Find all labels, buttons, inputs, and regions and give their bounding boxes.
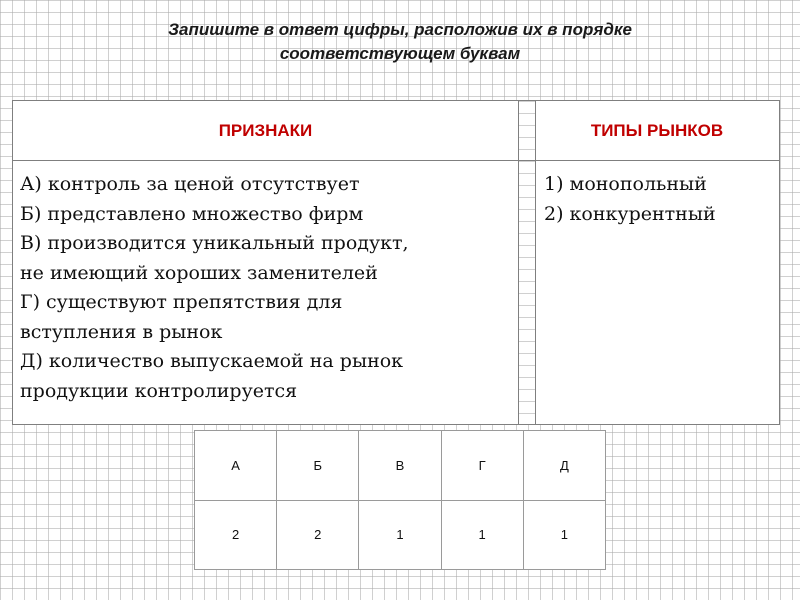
header-market-types: ТИПЫ РЫНКОВ [590,121,724,140]
task-instruction [40,18,760,66]
header-features: ПРИЗНАКИ [218,121,313,140]
matching-table [12,100,780,425]
task-instruction-line-2: соответствующем буквам [279,44,521,63]
answer-letter-v: В [359,431,441,501]
features-list [20,170,515,406]
column-divider [518,101,536,424]
answer-digit-a: 2 [195,500,277,570]
answer-letter-d: Д [523,431,605,501]
feature-d-line-2: продукции контролируется [20,379,298,402]
answer-letters-row [195,431,606,501]
answer-letter-a: А [195,431,277,501]
market-type-2: 2) конкурентный [544,202,716,225]
answer-letter-g: Г [441,431,523,501]
answer-digit-b: 2 [277,500,359,570]
answer-table [194,430,606,570]
task-instruction-line-1: Запишите в ответ цифры, расположив их в порядке [168,20,632,39]
feature-b-line: Б) представлено множество фирм [20,202,364,225]
feature-g-line-1: Г) существуют препятствия для [20,291,343,313]
answer-digit-d: 1 [523,500,605,570]
answer-letter-b: Б [277,431,359,501]
feature-d-line-1: Д) количество выпускаемой на рынок [20,350,404,372]
feature-a-line: А) контроль за ценой отсутствует [20,173,360,195]
feature-v-line-1: В) производится уникальный продукт, [20,232,409,254]
header-divider [13,160,779,161]
feature-v-line-2: не имеющий хороших заменителей [20,261,378,284]
answer-digit-v: 1 [359,500,441,570]
market-type-1: 1) монопольный [544,173,707,195]
feature-g-line-2: вступления в рынок [20,320,223,343]
market-types-list [544,170,716,229]
answer-digit-g: 1 [441,500,523,570]
answer-digits-row [195,500,606,570]
